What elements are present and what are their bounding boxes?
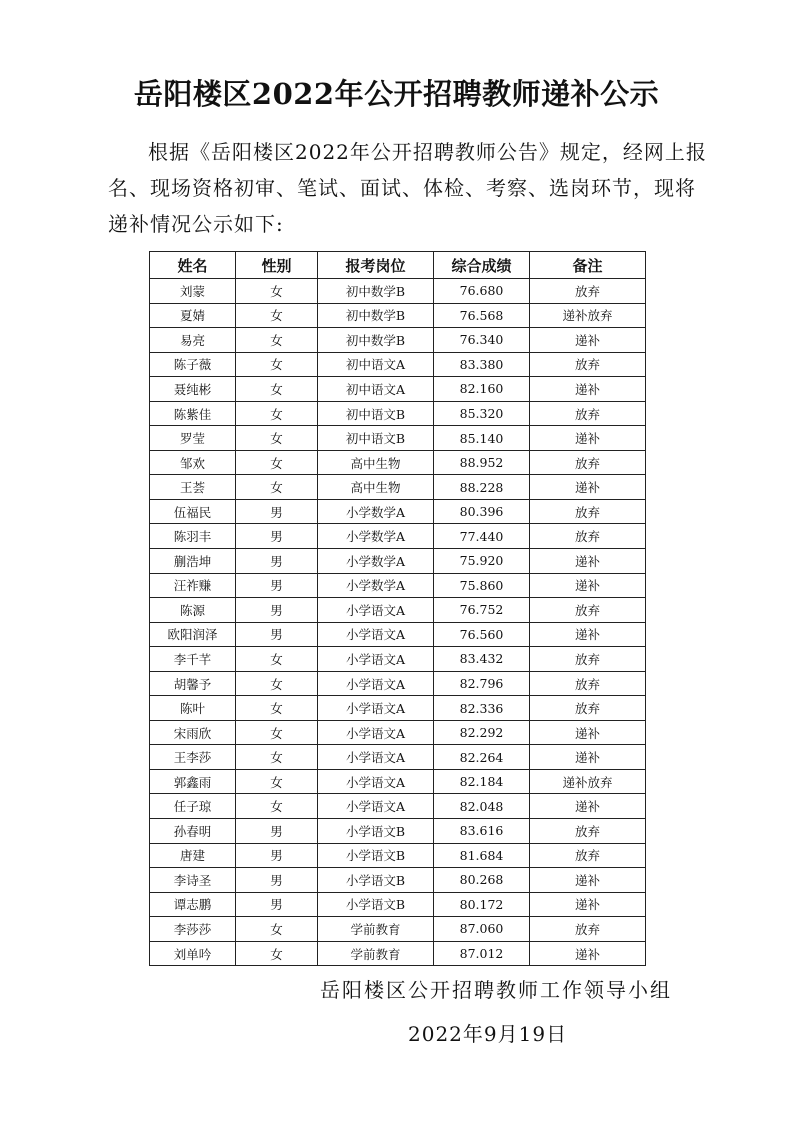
cell-remark: 放弃 — [530, 696, 646, 721]
cell-gender: 女 — [236, 401, 318, 426]
cell-remark: 递补 — [530, 549, 646, 574]
cell-name: 刘蒙 — [150, 279, 236, 304]
cell-gender: 男 — [236, 843, 318, 868]
cell-gender: 女 — [236, 794, 318, 819]
cell-score: 80.172 — [434, 892, 530, 917]
cell-score: 83.432 — [434, 647, 530, 672]
cell-position: 高中生物 — [318, 475, 434, 500]
cell-score: 82.292 — [434, 720, 530, 745]
cell-remark: 递补 — [530, 892, 646, 917]
cell-position: 初中数学B — [318, 328, 434, 353]
cell-remark: 递补 — [530, 377, 646, 402]
table-row — [150, 868, 646, 893]
cell-score: 83.616 — [434, 819, 530, 844]
cell-name: 易亮 — [150, 328, 236, 353]
cell-position: 小学语文A — [318, 794, 434, 819]
header-gender: 性别 — [236, 252, 318, 279]
cell-name: 陈羽丰 — [150, 524, 236, 549]
cell-position: 初中数学B — [318, 303, 434, 328]
cell-remark: 放弃 — [530, 647, 646, 672]
intro-paragraph: 根据《岳阳楼区2022年公开招聘教师公告》规定，经网上报名、现场资格初审、笔试、面试、体检、考察、选岗环节，现将递补情况公示如下: — [108, 140, 707, 236]
cell-name: 王李莎 — [150, 745, 236, 770]
table-row — [150, 720, 646, 745]
table-row — [150, 769, 646, 794]
cell-remark: 放弃 — [530, 671, 646, 696]
cell-position: 学前教育 — [318, 941, 434, 966]
cell-remark: 递补 — [530, 573, 646, 598]
table-row — [150, 941, 646, 966]
table-row — [150, 819, 646, 844]
cell-remark: 放弃 — [530, 819, 646, 844]
cell-remark: 放弃 — [530, 598, 646, 623]
table-row — [150, 377, 646, 402]
cell-position: 小学数学A — [318, 524, 434, 549]
cell-gender: 男 — [236, 499, 318, 524]
cell-name: 蒯浩坤 — [150, 549, 236, 574]
cell-position: 小学数学A — [318, 549, 434, 574]
cell-remark: 放弃 — [530, 450, 646, 475]
cell-gender: 女 — [236, 450, 318, 475]
cell-score: 76.752 — [434, 598, 530, 623]
table-row — [150, 647, 646, 672]
table-row — [150, 426, 646, 451]
table-body — [150, 279, 646, 966]
cell-gender: 女 — [236, 328, 318, 353]
cell-gender: 女 — [236, 377, 318, 402]
cell-position: 初中语文A — [318, 352, 434, 377]
cell-name: 李诗圣 — [150, 868, 236, 893]
table-row — [150, 303, 646, 328]
table-row — [150, 328, 646, 353]
cell-name: 郭鑫雨 — [150, 769, 236, 794]
cell-remark: 递补 — [530, 328, 646, 353]
cell-position: 小学语文A — [318, 769, 434, 794]
cell-name: 邹欢 — [150, 450, 236, 475]
cell-position: 小学数学A — [318, 573, 434, 598]
cell-name: 陈紫佳 — [150, 401, 236, 426]
cell-score: 77.440 — [434, 524, 530, 549]
cell-position: 小学语文A — [318, 745, 434, 770]
header-score: 综合成绩 — [434, 252, 530, 279]
header-name: 姓名 — [150, 252, 236, 279]
cell-gender: 女 — [236, 745, 318, 770]
table-row — [150, 401, 646, 426]
cell-name: 谭志鹏 — [150, 892, 236, 917]
cell-score: 88.228 — [434, 475, 530, 500]
cell-score: 75.860 — [434, 573, 530, 598]
cell-gender: 女 — [236, 303, 318, 328]
cell-score: 76.560 — [434, 622, 530, 647]
cell-position: 初中语文B — [318, 426, 434, 451]
cell-score: 76.340 — [434, 328, 530, 353]
table-row — [150, 892, 646, 917]
cell-remark: 递补 — [530, 794, 646, 819]
cell-score: 85.320 — [434, 401, 530, 426]
cell-remark: 递补 — [530, 941, 646, 966]
cell-position: 初中数学B — [318, 279, 434, 304]
cell-gender: 男 — [236, 868, 318, 893]
cell-remark: 放弃 — [530, 917, 646, 942]
results-table — [149, 251, 646, 966]
cell-remark: 放弃 — [530, 499, 646, 524]
cell-remark: 放弃 — [530, 279, 646, 304]
cell-score: 76.568 — [434, 303, 530, 328]
cell-score: 88.952 — [434, 450, 530, 475]
cell-name: 陈叶 — [150, 696, 236, 721]
cell-score: 82.796 — [434, 671, 530, 696]
cell-gender: 男 — [236, 524, 318, 549]
cell-position: 小学语文A — [318, 598, 434, 623]
table-row — [150, 279, 646, 304]
table-row — [150, 598, 646, 623]
cell-name: 欧阳润泽 — [150, 622, 236, 647]
cell-score: 82.264 — [434, 745, 530, 770]
cell-position: 小学语文A — [318, 696, 434, 721]
signature: 岳阳楼区公开招聘教师工作领导小组 — [320, 978, 672, 1002]
table-row — [150, 573, 646, 598]
cell-gender: 女 — [236, 769, 318, 794]
cell-gender: 男 — [236, 892, 318, 917]
cell-score: 82.184 — [434, 769, 530, 794]
cell-gender: 女 — [236, 941, 318, 966]
cell-remark: 递补 — [530, 426, 646, 451]
cell-score: 83.380 — [434, 352, 530, 377]
table-row — [150, 622, 646, 647]
table-row — [150, 745, 646, 770]
cell-gender: 女 — [236, 279, 318, 304]
cell-score: 82.160 — [434, 377, 530, 402]
document-title: 岳阳楼区2022年公开招聘教师递补公示 — [133, 77, 660, 111]
cell-gender: 女 — [236, 671, 318, 696]
cell-position: 学前教育 — [318, 917, 434, 942]
table-row — [150, 794, 646, 819]
cell-name: 宋雨欣 — [150, 720, 236, 745]
cell-gender: 男 — [236, 622, 318, 647]
table-row — [150, 696, 646, 721]
cell-position: 小学语文A — [318, 720, 434, 745]
cell-score: 82.048 — [434, 794, 530, 819]
cell-position: 小学语文B — [318, 868, 434, 893]
cell-remark: 递补 — [530, 622, 646, 647]
cell-name: 刘单吟 — [150, 941, 236, 966]
cell-gender: 男 — [236, 819, 318, 844]
cell-name: 胡馨予 — [150, 671, 236, 696]
cell-name: 陈源 — [150, 598, 236, 623]
cell-name: 伍福民 — [150, 499, 236, 524]
cell-position: 高中生物 — [318, 450, 434, 475]
cell-remark: 递补放弃 — [530, 303, 646, 328]
cell-position: 小学语文B — [318, 819, 434, 844]
table-header-row — [150, 252, 646, 279]
cell-score: 76.680 — [434, 279, 530, 304]
header-remark: 备注 — [530, 252, 646, 279]
cell-name: 罗莹 — [150, 426, 236, 451]
cell-position: 初中语文B — [318, 401, 434, 426]
cell-remark: 递补放弃 — [530, 769, 646, 794]
issue-date: 2022年9月19日 — [408, 1022, 568, 1046]
table-row — [150, 352, 646, 377]
cell-remark: 放弃 — [530, 401, 646, 426]
table-row — [150, 450, 646, 475]
cell-remark: 递补 — [530, 475, 646, 500]
cell-score: 75.920 — [434, 549, 530, 574]
cell-position: 小学数学A — [318, 499, 434, 524]
cell-name: 唐建 — [150, 843, 236, 868]
cell-gender: 男 — [236, 549, 318, 574]
cell-remark: 放弃 — [530, 843, 646, 868]
table-row — [150, 671, 646, 696]
cell-name: 李莎莎 — [150, 917, 236, 942]
cell-name: 王荟 — [150, 475, 236, 500]
cell-score: 80.268 — [434, 868, 530, 893]
cell-score: 82.336 — [434, 696, 530, 721]
header-position: 报考岗位 — [318, 252, 434, 279]
cell-remark: 放弃 — [530, 524, 646, 549]
cell-gender: 女 — [236, 720, 318, 745]
cell-remark: 递补 — [530, 720, 646, 745]
cell-gender: 女 — [236, 475, 318, 500]
cell-position: 小学语文A — [318, 647, 434, 672]
cell-gender: 女 — [236, 426, 318, 451]
cell-remark: 递补 — [530, 868, 646, 893]
cell-gender: 男 — [236, 598, 318, 623]
cell-position: 小学语文B — [318, 892, 434, 917]
cell-gender: 女 — [236, 696, 318, 721]
cell-name: 李千芊 — [150, 647, 236, 672]
table-row — [150, 917, 646, 942]
table-row — [150, 549, 646, 574]
cell-gender: 男 — [236, 573, 318, 598]
cell-score: 87.060 — [434, 917, 530, 942]
cell-name: 夏婧 — [150, 303, 236, 328]
cell-score: 81.684 — [434, 843, 530, 868]
cell-name: 汪祚赚 — [150, 573, 236, 598]
cell-remark: 放弃 — [530, 352, 646, 377]
table-row — [150, 499, 646, 524]
cell-name: 聂纯彬 — [150, 377, 236, 402]
table-row — [150, 524, 646, 549]
cell-position: 小学语文A — [318, 622, 434, 647]
cell-score: 87.012 — [434, 941, 530, 966]
cell-position: 初中语文A — [318, 377, 434, 402]
cell-name: 孙春明 — [150, 819, 236, 844]
cell-name: 陈子薇 — [150, 352, 236, 377]
table-row — [150, 843, 646, 868]
cell-position: 小学语文B — [318, 843, 434, 868]
cell-score: 80.396 — [434, 499, 530, 524]
cell-gender: 女 — [236, 917, 318, 942]
cell-score: 85.140 — [434, 426, 530, 451]
cell-name: 任子琼 — [150, 794, 236, 819]
cell-remark: 递补 — [530, 745, 646, 770]
cell-gender: 女 — [236, 352, 318, 377]
table-row — [150, 475, 646, 500]
cell-position: 小学语文A — [318, 671, 434, 696]
cell-gender: 女 — [236, 647, 318, 672]
